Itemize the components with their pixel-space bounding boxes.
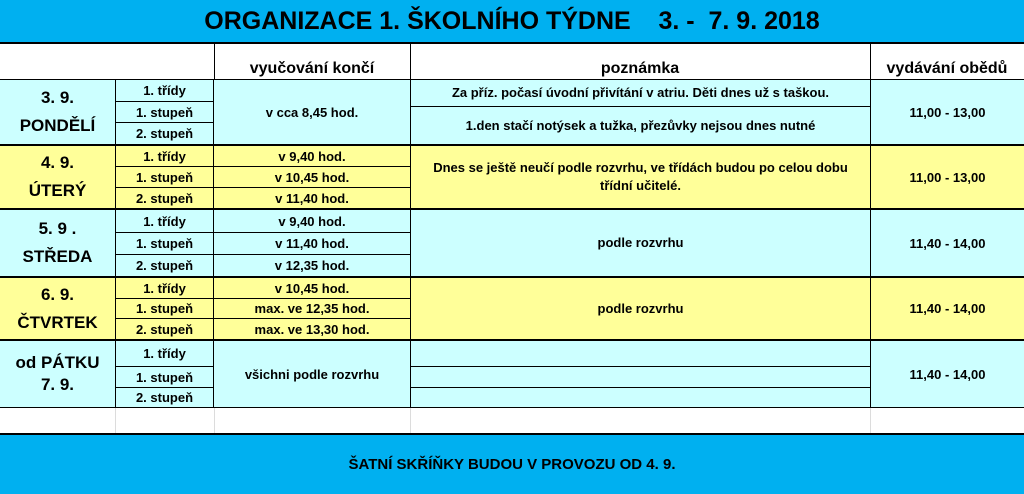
day-date: 5. 9 .	[38, 219, 77, 238]
end-time: v 9,40 hod.	[214, 210, 410, 233]
header-divider	[410, 44, 411, 80]
page-title: ORGANIZACE 1. ŠKOLNÍHO TÝDNE 3. - 7. 9. 2018	[0, 0, 1024, 44]
lunch-time: 11,40 - 14,00	[870, 278, 1024, 339]
spacer-gridline	[214, 408, 215, 433]
end-time: max. ve 12,35 hod.	[214, 299, 410, 319]
group-cell: 1. třídy	[115, 80, 214, 102]
note-cell: podle rozvrhu	[410, 278, 870, 339]
day-label	[0, 146, 115, 208]
day-label	[0, 80, 115, 144]
lunch-time: 11,00 - 13,00	[870, 80, 1024, 144]
note-cell: Za příz. počasí úvodní přivítání v atriu. Děti dnes už s taškou.	[410, 80, 870, 107]
note-cell: Dnes se ještě neučí podle rozvrhu, ve třídách budou po celou dobu třídní učitelé.	[410, 146, 870, 208]
day-label	[0, 341, 115, 407]
header-divider	[214, 44, 215, 80]
group-cell: 2. stupeň	[115, 255, 214, 276]
end-time: v 11,40 hod.	[214, 233, 410, 255]
header-note: poznámka	[600, 60, 680, 77]
day-label	[0, 210, 115, 276]
spacer-gridline	[410, 408, 411, 433]
day-label	[0, 278, 115, 339]
header-divider	[870, 44, 871, 80]
group-cell: 1. stupeň	[115, 102, 214, 123]
day-name: ČTVRTEK	[17, 312, 98, 332]
end-time: v 11,40 hod.	[275, 190, 349, 206]
note-cell	[410, 367, 870, 388]
footer-banner: ŠATNÍ SKŘÍŇKY BUDOU V PROVOZU OD 4. 9.	[0, 433, 1024, 494]
day-date: 4. 9.	[40, 153, 75, 172]
end-time: max. ve 13,30 hod.	[254, 321, 370, 337]
end-time: v cca 8,45 hod.	[265, 104, 359, 120]
group-cell: 2. stupeň	[115, 388, 214, 407]
end-time: v 9,40 hod.	[214, 146, 410, 167]
note-cell	[410, 341, 870, 367]
spacer-gridline	[115, 408, 116, 433]
day-name: 7. 9.	[40, 375, 75, 394]
note-cell: podle rozvrhu	[410, 210, 870, 276]
group-cell: 1. stupeň	[115, 233, 214, 255]
day-date: 6. 9.	[40, 284, 75, 304]
day-date: od PÁTKU	[15, 353, 100, 372]
lunch-time: 11,00 - 13,00	[870, 146, 1024, 208]
group-cell: 1. stupeň	[115, 167, 214, 188]
group-cell: 1. třídy	[115, 210, 214, 233]
group-cell: 2. stupeň	[115, 123, 214, 144]
group-cell: 2. stupeň	[115, 319, 214, 339]
end-time: v 12,35 hod.	[274, 258, 350, 273]
group-cell: 1. stupeň	[115, 299, 214, 319]
group-cell: 1. třídy	[115, 146, 214, 167]
note-cell: 1.den stačí notýsek a tužka, přezůvky nejsou dnes nutné	[410, 107, 870, 144]
note-cell	[410, 388, 870, 407]
group-cell: 1. třídy	[115, 341, 214, 367]
day-date: 3. 9.	[40, 88, 75, 107]
end-time: v 10,45 hod.	[214, 167, 410, 188]
day-name: STŘEDA	[22, 247, 93, 266]
day-name: ÚTERÝ	[28, 181, 87, 200]
end-time: v 10,45 hod.	[214, 278, 410, 299]
header-lunch: vydávání obědů	[886, 60, 1008, 77]
lunch-time: 11,40 - 14,00	[870, 210, 1024, 276]
lunch-time: 11,40 - 14,00	[870, 341, 1024, 407]
end-time: všichni podle rozvrhu	[244, 366, 380, 382]
group-cell: 1. stupeň	[115, 367, 214, 388]
spacer-gridline	[870, 408, 871, 433]
group-cell: 1. třídy	[115, 278, 214, 299]
day-name: PONDĚLÍ	[19, 116, 96, 135]
header-end: vyučování končí	[249, 60, 375, 77]
group-cell: 2. stupeň	[115, 188, 214, 208]
